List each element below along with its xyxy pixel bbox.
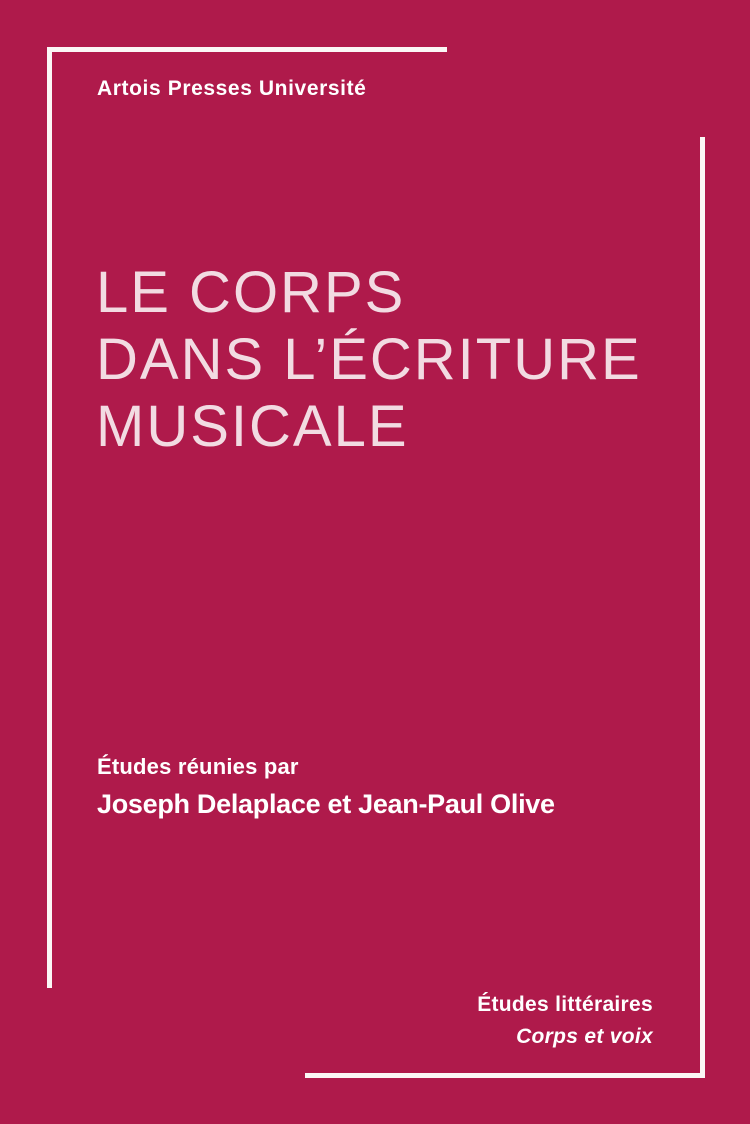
frame-bottom-line (305, 1073, 705, 1078)
frame-right-line (700, 137, 705, 1078)
book-title (96, 259, 642, 460)
title-line-3: MUSICALE (96, 394, 409, 459)
frame-top-line (47, 47, 447, 52)
title-line-1: LE CORPS (96, 260, 406, 325)
series-block (477, 993, 653, 1049)
editors-names: Joseph Delaplace et Jean-Paul Olive (97, 789, 555, 819)
editors-intro: Études réunies par (97, 754, 299, 779)
publisher-name: Artois Presses Université (97, 77, 367, 100)
editors-block (97, 754, 555, 820)
frame-left-line (47, 47, 52, 988)
title-line-2: DANS L’ÉCRITURE (96, 327, 642, 392)
series-name: Études littéraires (477, 993, 653, 1016)
series-subtitle: Corps et voix (516, 1025, 653, 1048)
